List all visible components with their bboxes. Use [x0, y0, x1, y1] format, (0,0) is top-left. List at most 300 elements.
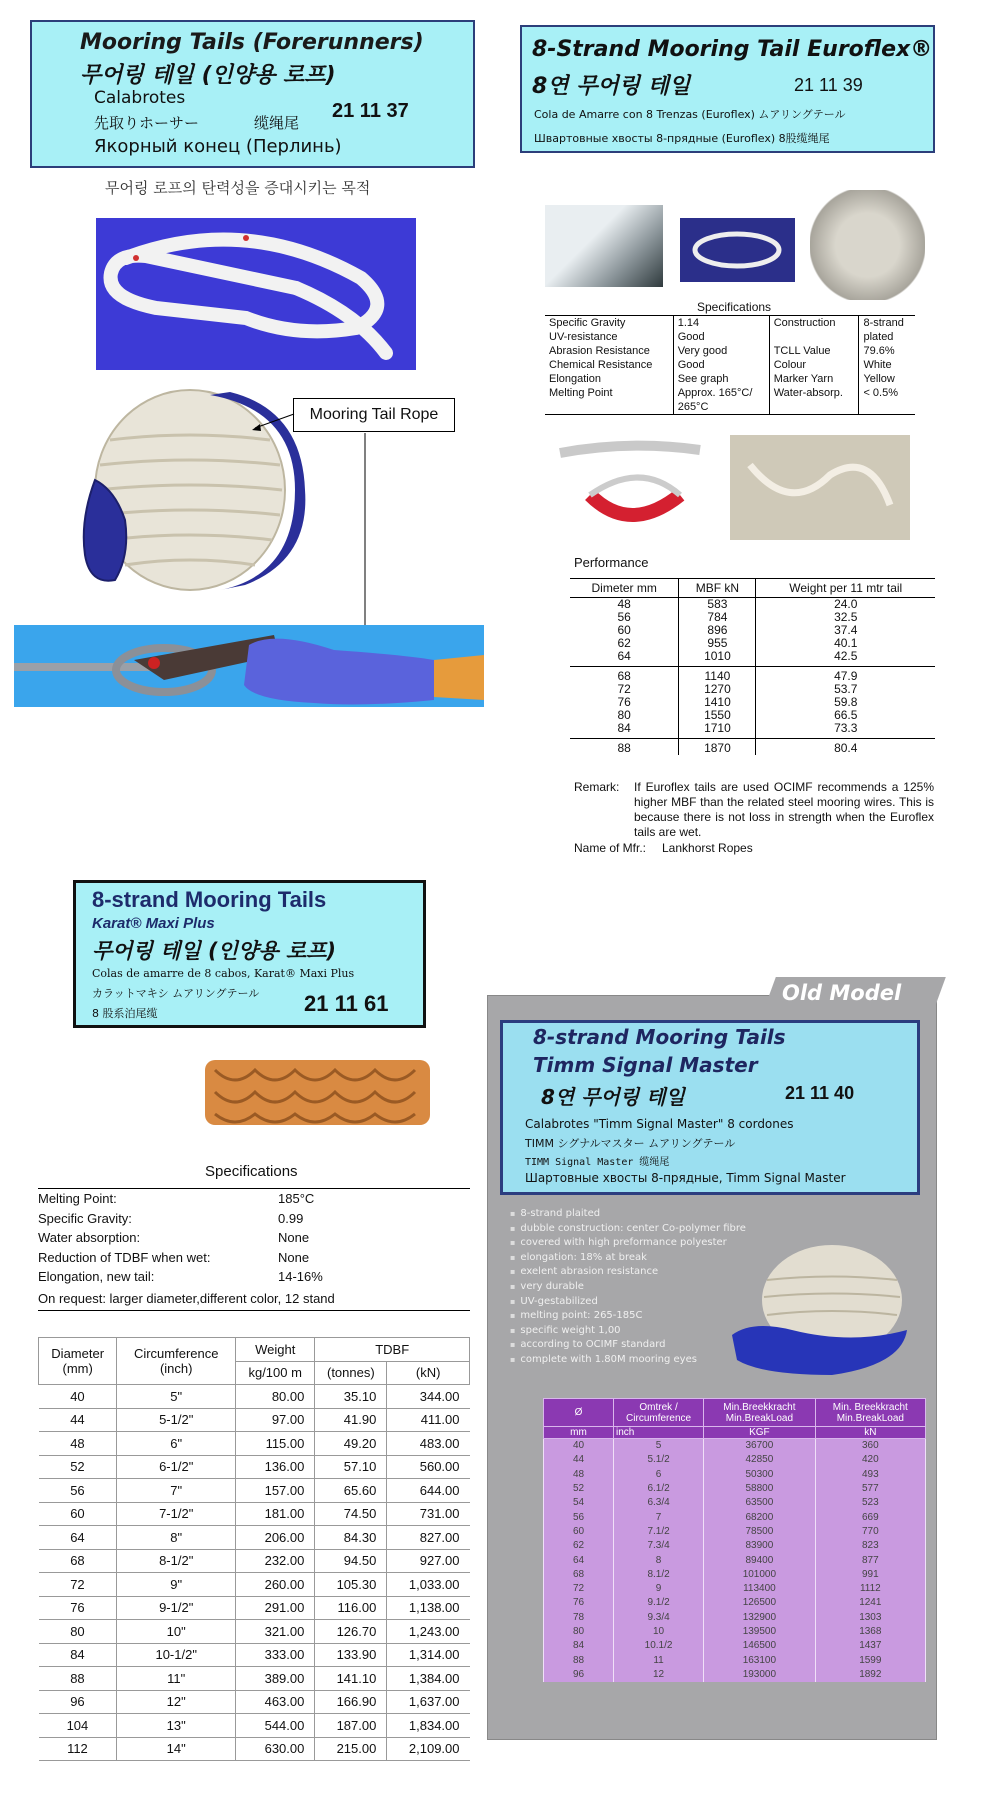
timm-cell: 68	[544, 1567, 614, 1581]
karat-cell: 344.00	[387, 1385, 470, 1409]
timm-row	[544, 1496, 926, 1510]
perf-header-weight: Weight per 11 mtr tail	[756, 579, 935, 598]
karat-rope-image	[205, 1050, 430, 1135]
perf-cell: 72	[617, 682, 631, 696]
karat-cell: 60	[39, 1502, 117, 1526]
mooring-tails-title-box	[30, 20, 475, 168]
timm-cell: 523	[815, 1496, 925, 1510]
euroflex-spec-cell	[859, 400, 915, 414]
timm-row	[544, 1667, 926, 1681]
karat-header-dia: Diameter (mm)	[39, 1338, 117, 1385]
perf-cell: 896	[679, 624, 756, 637]
karat-cell: 1,033.00	[387, 1573, 470, 1597]
karat-cell: 136.00	[236, 1455, 315, 1479]
timm-cell: 101000	[704, 1567, 816, 1581]
karat-cell: 105.30	[315, 1573, 387, 1597]
timm-cell: 6	[614, 1467, 704, 1481]
karat-row	[39, 1432, 470, 1456]
timm-cell: 63500	[704, 1496, 816, 1510]
timm-cell: 11	[614, 1653, 704, 1667]
timm-title2: Timm Signal Master	[533, 1053, 758, 1077]
euroflex-spec-table	[545, 315, 915, 415]
karat-cell: 827.00	[387, 1526, 470, 1550]
karat-spec-key: Specific Gravity:	[38, 1210, 132, 1226]
euroflex-remark-label: Remark:	[574, 780, 620, 794]
karat-cell: 5-1/2"	[117, 1408, 236, 1432]
perf-row	[570, 667, 935, 684]
karat-row	[39, 1526, 470, 1550]
timm-cell: 1241	[815, 1596, 925, 1610]
timm-cell: 64	[544, 1553, 614, 1567]
euroflex-title: 8-Strand Mooring Tail Euroflex®	[532, 37, 933, 62]
timm-cell: 36700	[704, 1439, 816, 1453]
timm-row	[544, 1581, 926, 1595]
timm-row	[544, 1567, 926, 1581]
perf-header-mbf: MBF kN	[679, 579, 756, 598]
karat-cell: 5"	[117, 1385, 236, 1409]
timm-cell: 8	[614, 1553, 704, 1567]
karat-row	[39, 1455, 470, 1479]
timm-cell: 12	[614, 1667, 704, 1681]
timm-cell: 669	[815, 1510, 925, 1524]
timm-cell: 76	[544, 1596, 614, 1610]
karat-cell: 333.00	[236, 1643, 315, 1667]
timm-bullet: ▪ dubble construction: center Co-polymer fibre	[510, 1222, 750, 1237]
perf-cell: 1710	[679, 722, 756, 739]
perf-cell: 1140	[679, 667, 756, 684]
karat-cell: 48	[39, 1432, 117, 1456]
perf-cell: 88	[617, 741, 631, 755]
timm-cell: 62	[544, 1539, 614, 1553]
perf-cell: 47.9	[834, 669, 858, 683]
karat-cell: 560.00	[387, 1455, 470, 1479]
karat-header-tonnes: (tonnes)	[315, 1361, 387, 1385]
timm-cell: 48	[544, 1467, 614, 1481]
karat-cell: 166.90	[315, 1690, 387, 1714]
karat-cell: 133.90	[315, 1643, 387, 1667]
karat-cell: 1,314.00	[387, 1643, 470, 1667]
karat-cell: 411.00	[387, 1408, 470, 1432]
euroflex-spec-cell: 1.14	[673, 316, 769, 330]
karat-cell: 9-1/2"	[117, 1596, 236, 1620]
karat-spec-list	[38, 1188, 470, 1311]
timm-row	[544, 1653, 926, 1667]
timm-cell: 1892	[815, 1667, 925, 1681]
karat-spec-row	[38, 1267, 470, 1287]
karat-cell: 12"	[117, 1690, 236, 1714]
perf-row	[570, 739, 935, 756]
euroflex-spec-cell: 79.6%	[859, 344, 915, 358]
timm-cell: 54	[544, 1496, 614, 1510]
euroflex-spec-cell: TCLL Value	[769, 344, 859, 358]
karat-cell: 96	[39, 1690, 117, 1714]
karat-cell: 1,384.00	[387, 1667, 470, 1691]
karat-cell: 9"	[117, 1573, 236, 1597]
euroflex-spec-cell: Colour	[769, 358, 859, 372]
timm-line3: TIMM Signal Master 缆绳尾	[525, 1157, 670, 1168]
timm-cell: 5	[614, 1439, 704, 1453]
euroflex-mfr: Lankhorst Ropes	[662, 841, 753, 855]
timm-cell: 42850	[704, 1453, 816, 1467]
perf-cell: 40.1	[834, 636, 858, 650]
euroflex-red-eye-image	[550, 435, 708, 530]
karat-korean: 무어링 테일 (인양용 로프)	[92, 939, 336, 963]
perf-cell: 784	[679, 611, 756, 624]
timm-cell: 877	[815, 1553, 925, 1567]
karat-cell: 80	[39, 1620, 117, 1644]
karat-cell: 41.90	[315, 1408, 387, 1432]
karat-cell: 8-1/2"	[117, 1549, 236, 1573]
timm-cell: 84	[544, 1639, 614, 1653]
timm-row	[544, 1453, 926, 1467]
karat-spec-value: 0.99	[278, 1210, 304, 1226]
perf-cell: 80.4	[834, 741, 858, 755]
timm-row	[544, 1524, 926, 1538]
perf-cell: 66.5	[834, 708, 858, 722]
timm-cell: 58800	[704, 1481, 816, 1495]
karat-cell: 40	[39, 1385, 117, 1409]
euroflex-spec-row	[545, 372, 915, 386]
mooring-tails-code: 21 11 37	[332, 100, 409, 122]
timm-cell: 96	[544, 1667, 614, 1681]
timm-cell: 420	[815, 1453, 925, 1467]
perf-cell: 48	[617, 597, 631, 611]
timm-bullet: ▪ covered with high preformance polyester	[510, 1236, 750, 1251]
timm-cell: 10.1/2	[614, 1639, 704, 1653]
karat-cell: 232.00	[236, 1549, 315, 1573]
mooring-tails-korean: 무어링 테일 (인양용 로프)	[80, 63, 336, 88]
karat-cell: 35.10	[315, 1385, 387, 1409]
karat-cell: 84.30	[315, 1526, 387, 1550]
karat-cell: 116.00	[315, 1596, 387, 1620]
timm-cell: 146500	[704, 1639, 816, 1653]
karat-cell: 321.00	[236, 1620, 315, 1644]
timm-cell: 78	[544, 1610, 614, 1624]
karat-row	[39, 1714, 470, 1738]
karat-cell: 104	[39, 1714, 117, 1738]
karat-request: On request: larger diameter,different color, 12 stand	[38, 1287, 470, 1311]
karat-cell: 84	[39, 1643, 117, 1667]
karat-cell: 389.00	[236, 1667, 315, 1691]
karat-header-weight: Weight	[236, 1338, 315, 1362]
karat-header-tdbf: TDBF	[315, 1338, 470, 1362]
timm-korean: 8연 무어링 테일	[541, 1085, 685, 1109]
perf-cell: 84	[570, 722, 679, 739]
karat-cell: 927.00	[387, 1549, 470, 1573]
timm-cell: 1368	[815, 1624, 925, 1638]
euroflex-spec-cell: Abrasion Resistance	[549, 345, 650, 357]
euroflex-spec-row	[545, 330, 915, 344]
euroflex-mfr-label: Name of Mfr.:	[574, 841, 647, 855]
karat-title-box	[73, 880, 426, 1028]
timm-row	[544, 1639, 926, 1653]
timm-cell: 493	[815, 1467, 925, 1481]
timm-bullet: ▪ very durable	[510, 1280, 750, 1295]
karat-title: 8-strand Mooring Tails	[92, 887, 327, 912]
karat-cell: 141.10	[315, 1667, 387, 1691]
karat-cell: 291.00	[236, 1596, 315, 1620]
euroflex-spec-cell: 265°C	[673, 400, 769, 414]
karat-cell: 64	[39, 1526, 117, 1550]
karat-spec-row	[38, 1189, 470, 1209]
timm-row	[544, 1539, 926, 1553]
perf-cell: 80	[617, 708, 631, 722]
karat-row	[39, 1408, 470, 1432]
timm-header-circ: Omtrek / Circumference	[614, 1399, 704, 1427]
timm-row	[544, 1596, 926, 1610]
timm-table	[543, 1398, 926, 1682]
karat-cell: 187.00	[315, 1714, 387, 1738]
euroflex-spec-title: Specifications	[697, 300, 772, 314]
karat-cell: 97.00	[236, 1408, 315, 1432]
timm-cell: 10	[614, 1624, 704, 1638]
karat-cell: 6"	[117, 1432, 236, 1456]
karat-row	[39, 1596, 470, 1620]
euroflex-spec-cell	[769, 330, 859, 344]
euroflex-spec-cell: Good	[673, 358, 769, 372]
euroflex-code: 21 11 39	[794, 75, 863, 95]
perf-cell: 76	[617, 695, 631, 709]
timm-header-kgf: Min.Breekkracht Min.BreakLoad	[704, 1399, 816, 1427]
karat-spec-row	[38, 1228, 470, 1248]
karat-code: 21 11 61	[304, 991, 389, 1016]
perf-cell: 60	[617, 623, 631, 637]
timm-cell: 88	[544, 1653, 614, 1667]
timm-title1: 8-strand Mooring Tails	[533, 1025, 786, 1049]
karat-cell: 544.00	[236, 1714, 315, 1738]
timm-cell: 80	[544, 1624, 614, 1638]
euroflex-spec-cell: Good	[673, 330, 769, 344]
euroflex-spec-cell	[769, 400, 859, 414]
timm-cell: 770	[815, 1524, 925, 1538]
timm-cell: 5.1/2	[614, 1453, 704, 1467]
mooring-tails-chinese: 缆绳尾	[254, 114, 300, 132]
karat-spec-title: Specifications	[205, 1163, 298, 1180]
mooring-tails-japanese: 先取りホーサー	[94, 114, 200, 132]
timm-bullet: ▪ 8-strand plaited	[510, 1207, 750, 1222]
euroflex-title-box	[520, 25, 935, 153]
mooring-tail-rope-callout: Mooring Tail Rope	[293, 398, 455, 432]
karat-cell: 72	[39, 1573, 117, 1597]
karat-cell: 181.00	[236, 1502, 315, 1526]
timm-bullet: ▪ according to OCIMF standard	[510, 1338, 750, 1353]
karat-cell: 1,834.00	[387, 1714, 470, 1738]
karat-spanish: Colas de amarre de 8 cabos, Karat® Maxi Plus	[92, 967, 355, 980]
wire-shackle-image	[14, 625, 484, 707]
timm-cell: 7	[614, 1510, 704, 1524]
karat-header-circ: Circumference (inch)	[117, 1338, 236, 1385]
karat-cell: 68	[39, 1549, 117, 1573]
perf-cell: 68	[617, 669, 631, 683]
timm-row	[544, 1610, 926, 1624]
karat-cell: 215.00	[315, 1737, 387, 1761]
euroflex-spec-cell: Marker Yarn	[769, 372, 859, 386]
karat-cell: 13"	[117, 1714, 236, 1738]
mooring-tails-title: Mooring Tails (Forerunners)	[80, 30, 424, 55]
timm-bullet: ▪ elongation: 18% at break	[510, 1251, 750, 1266]
karat-cell: 6-1/2"	[117, 1455, 236, 1479]
karat-cell: 44	[39, 1408, 117, 1432]
perf-cell: 59.8	[834, 695, 858, 709]
karat-cell: 74.50	[315, 1502, 387, 1526]
euroflex-spec-cell: 8-strand	[859, 316, 915, 330]
euroflex-spec-cell: Yellow	[859, 372, 915, 386]
timm-cell: 83900	[704, 1539, 816, 1553]
karat-japanese: カラットマキシ ムアリングテール	[92, 987, 260, 1000]
perf-cell: 1410	[679, 696, 756, 709]
euroflex-remark: If Euroflex tails are used OCIMF recommends a 125% higher MBF than the related steel mooring wires. This is because there is not loss in strength when the Euroflex tails are wet.	[634, 780, 934, 839]
timm-cell: 7.3/4	[614, 1539, 704, 1553]
timm-title-box	[500, 1020, 920, 1195]
karat-cell: 126.70	[315, 1620, 387, 1644]
perf-cell: 42.5	[756, 650, 935, 667]
karat-cell: 88	[39, 1667, 117, 1691]
karat-cell: 630.00	[236, 1737, 315, 1761]
perf-cell: 64	[570, 650, 679, 667]
timm-cell: 193000	[704, 1667, 816, 1681]
karat-row	[39, 1479, 470, 1503]
karat-cell: 1,138.00	[387, 1596, 470, 1620]
timm-bullet: ▪ exelent abrasion resistance	[510, 1265, 750, 1280]
karat-cell: 115.00	[236, 1432, 315, 1456]
euroflex-loop-image	[680, 218, 795, 282]
karat-spec-key: Reduction of TDBF when wet:	[38, 1249, 211, 1265]
euroflex-spec-cell: Chemical Resistance	[549, 359, 653, 371]
karat-cell: 206.00	[236, 1526, 315, 1550]
timm-unit-kn: kN	[815, 1427, 925, 1439]
perf-cell: 56	[617, 610, 631, 624]
euroflex-spec-row	[545, 358, 915, 372]
karat-row	[39, 1549, 470, 1573]
perf-cell: 62	[617, 636, 631, 650]
karat-cell: 157.00	[236, 1479, 315, 1503]
karat-cell: 11"	[117, 1667, 236, 1691]
timm-cell: 991	[815, 1567, 925, 1581]
timm-bullet: ▪ complete with 1.80M mooring eyes	[510, 1353, 750, 1368]
timm-cell: 1303	[815, 1610, 925, 1624]
karat-cell: 10-1/2"	[117, 1643, 236, 1667]
karat-spec-value: None	[278, 1249, 310, 1265]
rope-loop-image	[96, 218, 416, 370]
karat-cell: 56	[39, 1479, 117, 1503]
timm-coil-image	[732, 1235, 912, 1380]
timm-cell: 68200	[704, 1510, 816, 1524]
karat-spec-row	[38, 1248, 470, 1268]
euroflex-spec-cell: Construction	[769, 316, 859, 330]
timm-bullet-list	[510, 1207, 750, 1368]
perf-cell: 73.3	[756, 722, 935, 739]
timm-cell: 40	[544, 1439, 614, 1453]
timm-cell: 126500	[704, 1596, 816, 1610]
perf-row	[570, 598, 935, 612]
timm-cell: 50300	[704, 1467, 816, 1481]
perf-cell: 1270	[679, 683, 756, 696]
euroflex-korean: 8연 무어링 테일	[532, 74, 691, 99]
mooring-tails-russian: Якорный конец (Перлинь)	[94, 136, 342, 157]
karat-header-weight-unit: kg/100 m	[236, 1361, 315, 1385]
timm-bullet: ▪ specific weight 1,00	[510, 1324, 750, 1339]
perf-cell: 955	[679, 637, 756, 650]
karat-cell: 112	[39, 1737, 117, 1761]
timm-cell: 44	[544, 1453, 614, 1467]
euroflex-spec-cell: Specific Gravity	[549, 317, 626, 329]
timm-cell: 78500	[704, 1524, 816, 1538]
old-model-label: Old Model	[782, 981, 902, 1005]
euroflex-spec-cell: UV-resistance	[549, 331, 618, 343]
karat-cell: 2,109.00	[387, 1737, 470, 1761]
perf-cell: 32.5	[834, 610, 858, 624]
timm-cell: 72	[544, 1581, 614, 1595]
mooring-tails-spanish: Calabrotes	[94, 88, 186, 108]
karat-row	[39, 1667, 470, 1691]
timm-cell: 1599	[815, 1653, 925, 1667]
karat-spec-key: Water absorption:	[38, 1230, 141, 1245]
perf-cell: 53.7	[834, 682, 858, 696]
timm-cell: 1112	[815, 1581, 925, 1595]
karat-cell: 1,243.00	[387, 1620, 470, 1644]
timm-cell: 9	[614, 1581, 704, 1595]
karat-cell: 483.00	[387, 1432, 470, 1456]
karat-cell: 7"	[117, 1479, 236, 1503]
euroflex-perf-title: Performance	[574, 555, 649, 570]
euroflex-spec-cell: Approx. 165°C/	[673, 386, 769, 400]
timm-row	[544, 1553, 926, 1567]
euroflex-rope-floor-image	[730, 435, 910, 540]
timm-cell: 9.3/4	[614, 1610, 704, 1624]
mooring-tails-caption: 무어링 로프의 탄력성을 증대시키는 목적	[105, 179, 371, 197]
timm-unit-inch: inch	[614, 1427, 704, 1439]
karat-header-kn: (kN)	[387, 1361, 470, 1385]
karat-cell: 463.00	[236, 1690, 315, 1714]
timm-cell: 823	[815, 1539, 925, 1553]
karat-table	[38, 1337, 470, 1761]
karat-cell: 94.50	[315, 1549, 387, 1573]
karat-cell: 1,637.00	[387, 1690, 470, 1714]
euroflex-spec-cell	[545, 400, 673, 414]
timm-cell: 52	[544, 1481, 614, 1495]
timm-row	[544, 1481, 926, 1495]
euroflex-spec-cell: See graph	[673, 372, 769, 386]
euroflex-perf-table	[570, 578, 935, 755]
euroflex-spec-cell: White	[859, 358, 915, 372]
karat-row	[39, 1620, 470, 1644]
euroflex-spec-cell: < 0.5%	[859, 386, 915, 400]
timm-line1: Calabrotes "Timm Signal Master" 8 cordones	[525, 1117, 794, 1131]
timm-cell: 89400	[704, 1553, 816, 1567]
perf-row	[570, 650, 935, 667]
timm-cell: 1437	[815, 1639, 925, 1653]
timm-unit-kgf: KGF	[704, 1427, 816, 1439]
timm-cell: 577	[815, 1481, 925, 1495]
timm-cell: 113400	[704, 1581, 816, 1595]
timm-row	[544, 1467, 926, 1481]
euroflex-line1: Cola de Amarre con 8 Trenzas (Euroflex) ムアリングテール	[534, 108, 846, 121]
karat-cell: 14"	[117, 1737, 236, 1761]
karat-cell: 644.00	[387, 1479, 470, 1503]
karat-spec-row	[38, 1209, 470, 1229]
perf-cell: 1010	[679, 650, 756, 667]
timm-row	[544, 1624, 926, 1638]
euroflex-spec-cell: Elongation	[549, 373, 601, 385]
perf-header-dia: Dimeter mm	[570, 579, 679, 598]
timm-row	[544, 1510, 926, 1524]
euroflex-coil-image	[810, 190, 925, 300]
perf-cell: 37.4	[834, 623, 858, 637]
karat-row	[39, 1502, 470, 1526]
karat-cell: 57.10	[315, 1455, 387, 1479]
perf-cell: 1870	[679, 739, 756, 756]
timm-code: 21 11 40	[785, 1083, 855, 1103]
